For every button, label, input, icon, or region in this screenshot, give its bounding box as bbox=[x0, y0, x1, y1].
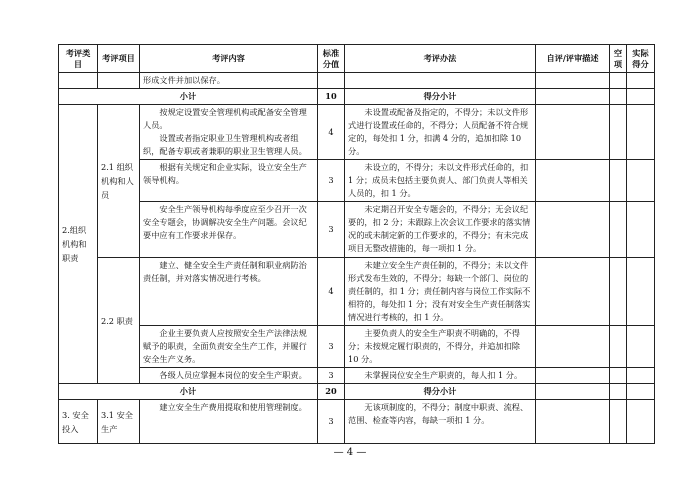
content-cell: 建立、健全安全生产责任制和职业病防治责任制，并对落实情况进行考核。 bbox=[140, 258, 318, 326]
header-method: 考评办法 bbox=[345, 45, 536, 73]
content-paragraph: 设置或者指定职业卫生管理机构或者组织，配备专职或者兼职的职业卫生管理人员。 bbox=[143, 133, 307, 156]
score-cell: 4 bbox=[318, 105, 345, 160]
evaluation-table bbox=[58, 44, 655, 444]
header-score: 标准分值 bbox=[318, 45, 345, 73]
score-cell: 3 bbox=[318, 326, 345, 368]
score-cell: 3 bbox=[318, 400, 345, 444]
content-cell: 企业主要负责人应按照安全生产法律法规赋予的职责，全面负责安全生产工作，并履行安全生产义务。 bbox=[140, 326, 318, 368]
score-cell: 3 bbox=[318, 160, 345, 202]
subtotal-method: 得分小计 bbox=[345, 384, 536, 400]
item-cell: 2.2 职责 bbox=[98, 258, 140, 384]
subtotal-score: 20 bbox=[318, 384, 345, 400]
content-cell: 安全生产领导机构每季度应至少召开一次安全专题会，协调解决安全生产问题。会议纪要中应有工作要求并保存。 bbox=[140, 202, 318, 258]
table-row bbox=[59, 160, 655, 202]
method-cell: 未设置或配备及指定的，不得分；未以文件形式进行设置或任命的，不得分；人员配备不符合规定的，每处扣 1 分，扣满 4 分的，追加扣除 10 分。 bbox=[345, 105, 536, 160]
content-paragraph: 按规定设置安全管理机构或配备安全管理人员。 bbox=[143, 107, 307, 130]
subtotal-row bbox=[59, 89, 655, 105]
subtotal-score: 10 bbox=[318, 89, 345, 105]
content-cell: 建立安全生产费用提取和使用管理制度。 bbox=[140, 400, 318, 444]
method-cell: 未定期召开安全专题会的，不得分；无会议纪要的，扣 2 分；未跟踪上次会议工作要求的落实情况的或未制定新的工作要求的，不得分；有未完成项目无整改措施的，每一项扣 1 分。 bbox=[345, 202, 536, 258]
header-category: 考评类目 bbox=[59, 45, 98, 73]
table-row bbox=[59, 73, 655, 89]
table-row bbox=[59, 105, 655, 160]
header-empty: 空项 bbox=[610, 45, 627, 73]
score-cell: 4 bbox=[318, 258, 345, 326]
table-row bbox=[59, 326, 655, 368]
category-cell: 3. 安全投入 bbox=[59, 400, 98, 444]
header-row bbox=[59, 45, 655, 73]
table-row bbox=[59, 368, 655, 384]
header-review: 自评/评审描述 bbox=[536, 45, 610, 73]
page-number: — 4 — bbox=[333, 447, 367, 458]
table-row bbox=[59, 258, 655, 326]
content-cell: 根据有关规定和企业实际，设立安全生产领导机构。 bbox=[140, 160, 318, 202]
header-actual: 实际得分 bbox=[627, 45, 655, 73]
subtotal-label: 小计 bbox=[59, 384, 318, 400]
score-cell: 3 bbox=[318, 368, 345, 384]
method-cell: 未建立安全生产责任制的，不得分；未以文件形式发布生效的，不得分；每缺一个部门、岗位的责任制的，扣 1 分；责任制内容与岗位工作实际不相符的，每处扣 1 分；没有对安全生产责任制落实情况进行考核的，扣 1 分。 bbox=[345, 258, 536, 326]
content-cell: 形成文件并加以保存。 bbox=[140, 73, 318, 89]
method-cell: 无该项制度的，不得分；制度中职责、流程、范围、检查等内容，每缺一项扣 1 分。 bbox=[345, 400, 536, 444]
subtotal-method: 得分小计 bbox=[345, 89, 536, 105]
method-cell: 未设立的，不得分；未以文件形式任命的，扣 1 分；成员未包括主要负责人、部门负责人等相关人员的，扣 1 分。 bbox=[345, 160, 536, 202]
method-cell: 未掌握岗位安全生产职责的，每人扣 1 分。 bbox=[345, 368, 536, 384]
content-cell bbox=[140, 105, 318, 160]
header-content: 考评内容 bbox=[140, 45, 318, 73]
header-item: 考评项目 bbox=[98, 45, 140, 73]
subtotal-label: 小计 bbox=[59, 89, 318, 105]
category-cell: 2.组织机构和职责 bbox=[59, 105, 98, 384]
table-row bbox=[59, 400, 655, 444]
item-cell: 3.1 安全生产 bbox=[98, 400, 140, 444]
subtotal-row bbox=[59, 384, 655, 400]
method-cell: 主要负责人的安全生产职责不明确的，不得分；未按规定履行职责的，不得分，并追加扣除 10 分。 bbox=[345, 326, 536, 368]
content-cell: 各级人员应掌握本岗位的安全生产职责。 bbox=[140, 368, 318, 384]
table-row bbox=[59, 202, 655, 258]
score-cell: 3 bbox=[318, 202, 345, 258]
item-cell: 2.1 组织机构和人员 bbox=[98, 105, 140, 258]
